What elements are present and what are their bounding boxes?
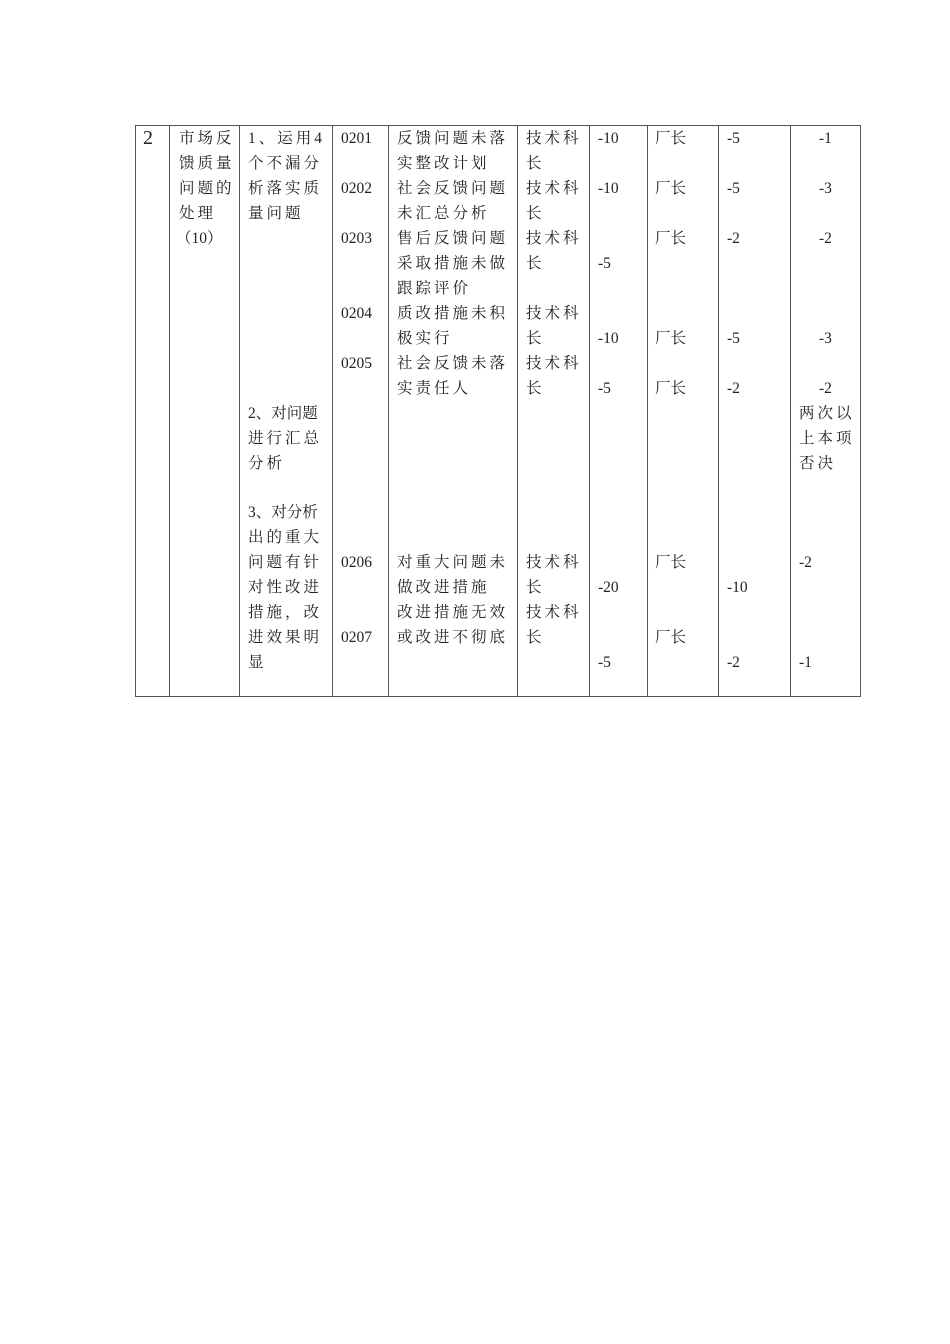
head-score: -2 <box>727 654 740 671</box>
dept-score: -10 <box>598 180 619 197</box>
dept-score: -5 <box>598 380 611 397</box>
column-divider <box>589 126 590 696</box>
dept-line: 技术科 <box>526 604 582 621</box>
requirement-line: 对性改进 <box>248 579 323 596</box>
dept-score: -5 <box>598 654 611 671</box>
dept-line: 技术科 <box>526 305 582 322</box>
head-score: -5 <box>727 330 740 347</box>
head-label: 厂长 <box>655 380 687 397</box>
requirement-line: 出的重大 <box>248 529 323 546</box>
veto-note-line: 两次以 <box>799 405 855 422</box>
head-score: -10 <box>727 579 748 596</box>
other-score: -2 <box>819 230 832 247</box>
issue-line: 反馈问题未落 <box>397 130 509 147</box>
issue-line: 跟踪评价 <box>397 280 472 297</box>
dept-score: -5 <box>598 255 611 272</box>
requirement-line: 3、对分析 <box>248 504 318 521</box>
item-number: 2 <box>143 127 153 149</box>
item-code: 0204 <box>341 305 372 322</box>
issue-line: 对重大问题未 <box>397 554 509 571</box>
requirement-line: 1、运用4 <box>248 130 326 147</box>
column-divider <box>517 126 518 696</box>
dept-line: 技术科 <box>526 230 582 247</box>
other-score: -3 <box>819 180 832 197</box>
dept-line: 长 <box>526 255 545 272</box>
head-label: 厂长 <box>655 130 687 147</box>
category-line: 问题的 <box>179 180 235 197</box>
item-code: 0202 <box>341 180 372 197</box>
issue-line: 社会反馈问题 <box>397 180 509 197</box>
dept-line: 长 <box>526 205 545 222</box>
requirement-line: 个不漏分 <box>248 155 323 172</box>
other-score: -1 <box>799 654 812 671</box>
head-label: 厂长 <box>655 330 687 347</box>
other-score: -3 <box>819 330 832 347</box>
dept-line: 技术科 <box>526 180 582 197</box>
dept-line: 长 <box>526 155 545 172</box>
head-label: 厂长 <box>655 230 687 247</box>
category-line: 处理 <box>179 205 217 222</box>
column-divider <box>239 126 240 696</box>
issue-line: 采取措施未做 <box>397 255 509 272</box>
issue-line: 未汇总分析 <box>397 205 490 222</box>
issue-line: 改进措施无效 <box>397 604 509 621</box>
other-score: -2 <box>819 380 832 397</box>
requirement-line: 措施，改 <box>248 604 323 621</box>
assessment-table <box>135 125 861 697</box>
head-label: 厂长 <box>655 554 687 571</box>
dept-line: 长 <box>526 579 545 596</box>
item-code: 0206 <box>341 554 372 571</box>
item-code: 0201 <box>341 130 372 147</box>
column-divider <box>790 126 791 696</box>
requirement-line: 进效果明 <box>248 629 323 646</box>
issue-line: 售后反馈问题 <box>397 230 509 247</box>
dept-line: 技术科 <box>526 355 582 372</box>
column-divider <box>169 126 170 696</box>
head-score: -2 <box>727 380 740 397</box>
head-label: 厂长 <box>655 629 687 646</box>
issue-line: 极实行 <box>397 330 453 347</box>
dept-line: 长 <box>526 629 545 646</box>
other-score: -1 <box>819 130 832 147</box>
requirement-line: 量问题 <box>248 205 304 222</box>
requirement-line: 显 <box>248 654 267 671</box>
issue-line: 做改进措施 <box>397 579 490 596</box>
dept-score: -10 <box>598 130 619 147</box>
requirement-line: 析落实质 <box>248 180 323 197</box>
requirement-line: 进行汇总 <box>248 430 323 447</box>
column-divider <box>388 126 389 696</box>
veto-note-line: 上本项 <box>799 430 855 447</box>
head-score: -5 <box>727 130 740 147</box>
head-score: -2 <box>727 230 740 247</box>
dept-line: 长 <box>526 330 545 347</box>
dept-line: 技术科 <box>526 554 582 571</box>
item-code: 0207 <box>341 629 372 646</box>
head-label: 厂长 <box>655 180 687 197</box>
item-code: 0203 <box>341 230 372 247</box>
issue-line: 实责任人 <box>397 380 472 397</box>
dept-score: -20 <box>598 579 619 596</box>
issue-line: 或改进不彻底 <box>397 629 509 646</box>
head-score: -5 <box>727 180 740 197</box>
issue-line: 社会反馈未落 <box>397 355 509 372</box>
dept-line: 长 <box>526 380 545 397</box>
requirement-line: 2、对问题 <box>248 405 318 422</box>
column-divider <box>647 126 648 696</box>
category-line: 市场反 <box>179 130 235 147</box>
dept-score: -10 <box>598 330 619 347</box>
requirement-line: 问题有针 <box>248 554 323 571</box>
column-divider <box>332 126 333 696</box>
issue-line: 实整改计划 <box>397 155 490 172</box>
dept-line: 技术科 <box>526 130 582 147</box>
category-line: （10） <box>176 230 223 247</box>
item-code: 0205 <box>341 355 372 372</box>
category-line: 馈质量 <box>179 155 235 172</box>
other-score: -2 <box>799 554 812 571</box>
issue-line: 质改措施未积 <box>397 305 509 322</box>
veto-note-line: 否决 <box>799 455 837 472</box>
requirement-line: 分析 <box>248 455 286 472</box>
column-divider <box>718 126 719 696</box>
